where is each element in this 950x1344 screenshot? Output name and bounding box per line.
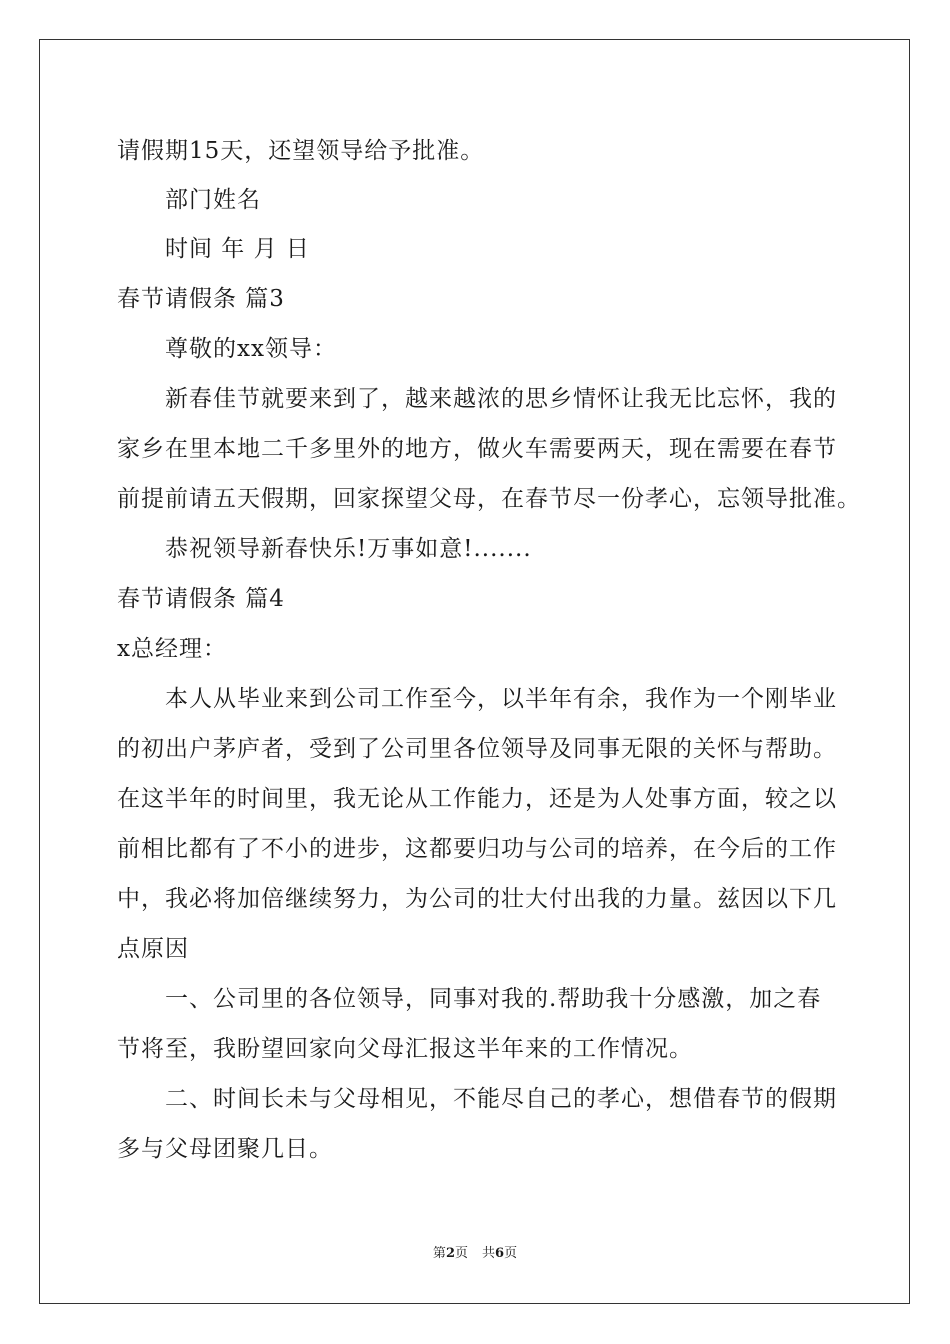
text-line: 部门姓名 (165, 187, 261, 213)
text-line: 家乡在里本地二千多里外的地方，做火车需要两天，现在需要在春节 (117, 436, 837, 462)
text-line: 二、时间长未与父母相见，不能尽自己的孝心，想借春节的假期 (165, 1086, 837, 1112)
page-total: 6 (495, 1246, 505, 1261)
text-line: 在这半年的时间里，我无论从工作能力，还是为人处事方面，较之以 (117, 786, 837, 812)
salutation: 尊敬的xx领导： (165, 336, 337, 362)
salutation: x总经理： (117, 636, 227, 662)
section-heading: 春节请假条 篇3 (117, 286, 285, 312)
text-line: 请假期15天，还望领导给予批准。 (117, 138, 485, 164)
text-line: 节将至，我盼望回家向父母汇报这半年来的工作情况。 (117, 1036, 693, 1062)
text-line: 一、公司里的各位领导，同事对我的.帮助我十分感激，加之春 (165, 986, 822, 1012)
page-suffix: 页 (454, 1246, 468, 1261)
text-line: 时间 年 月 日 (165, 236, 310, 262)
text-line: 多与父母团聚几日。 (117, 1136, 333, 1162)
text-line: 前提前请五天假期，回家探望父母，在春节尽一份孝心，忘领导批准。 (117, 486, 861, 512)
total-suffix: 页 (504, 1246, 518, 1261)
page-prefix: 第 (432, 1246, 446, 1261)
text-line: 中，我必将加倍继续努力，为公司的壮大付出我的力量。兹因以下几 (117, 886, 837, 912)
text-line: 的初出户茅庐者，受到了公司里各位领导及同事无限的关怀与帮助。 (117, 736, 837, 762)
page-current: 2 (445, 1246, 455, 1261)
text-line: 本人从毕业来到公司工作至今，以半年有余，我作为一个刚毕业 (165, 686, 837, 712)
section-heading: 春节请假条 篇4 (117, 586, 285, 612)
text-line: 恭祝领导新春快乐!万事如意!....... (165, 536, 532, 562)
text-line: 新春佳节就要来到了，越来越浓的思乡情怀让我无比忘怀，我的 (165, 386, 837, 412)
text-line: 前相比都有了不小的进步，这都要归功与公司的培养，在今后的工作 (117, 836, 837, 862)
text-line: 点原因 (117, 936, 189, 962)
page-footer (0, 1246, 950, 1262)
total-prefix: 共 (482, 1246, 496, 1261)
page-border (39, 39, 910, 1304)
